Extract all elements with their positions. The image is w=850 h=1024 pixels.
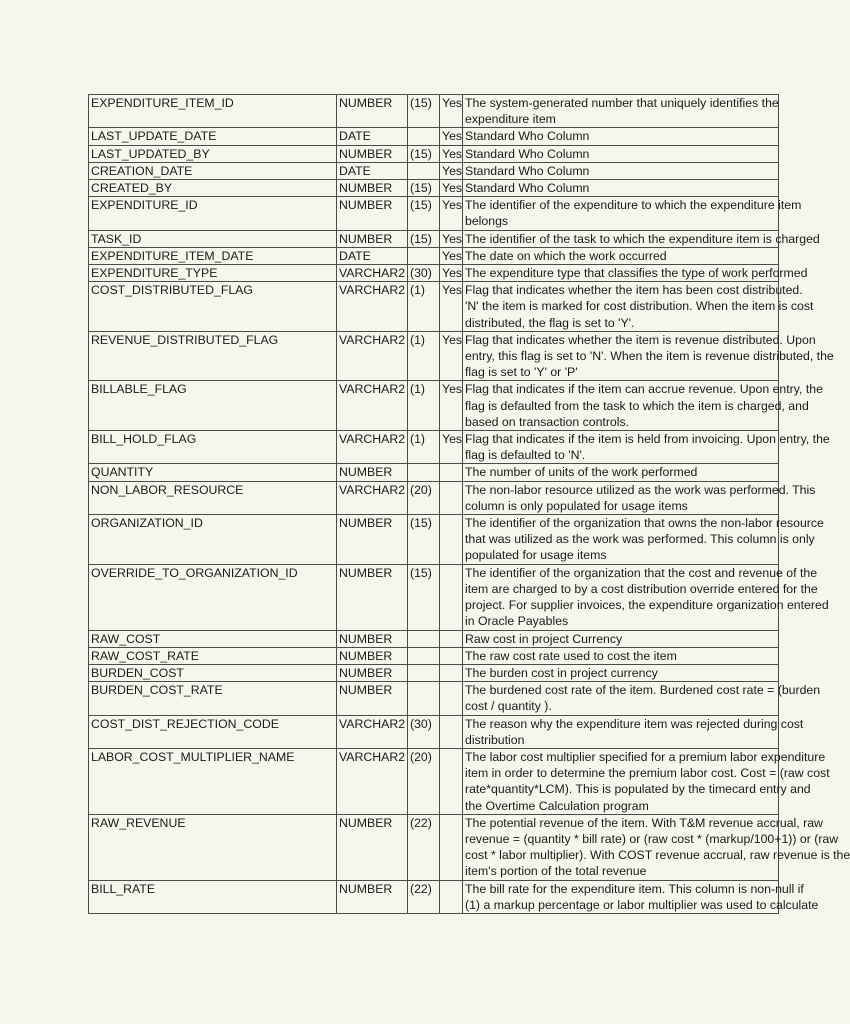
size-cell: (20) bbox=[408, 748, 440, 814]
description-cell bbox=[463, 464, 779, 481]
required-cell bbox=[440, 647, 463, 664]
column-name-cell: EXPENDITURE_ITEM_DATE bbox=[89, 247, 337, 264]
description-cell bbox=[463, 282, 814, 332]
description-cell bbox=[463, 814, 850, 880]
data-type-cell: NUMBER bbox=[337, 664, 408, 681]
description-line: Standard Who Column bbox=[465, 129, 590, 144]
required-cell: Yes bbox=[440, 128, 463, 145]
description-line: The expenditure type that classifies the type of work performed bbox=[465, 266, 808, 281]
description-cell bbox=[463, 128, 779, 145]
description-line: The identifier of the task to which the expenditure item is charged bbox=[465, 231, 820, 246]
column-name-cell: LABOR_COST_MULTIPLIER_NAME bbox=[89, 748, 337, 814]
table-row bbox=[89, 464, 779, 481]
description-line: The reason why the expenditure item was rejected during cost bbox=[465, 716, 804, 731]
required-cell bbox=[440, 481, 463, 514]
description-line: cost * labor multiplier). With COST revenue accrual, raw revenue is the bbox=[465, 848, 850, 863]
column-name-cell: NON_LABOR_RESOURCE bbox=[89, 481, 337, 514]
description-line: item in order to determine the premium labor cost. Cost = (raw cost bbox=[465, 766, 830, 781]
table-row bbox=[89, 331, 779, 381]
description-line: The date on which the work occurred bbox=[465, 248, 667, 263]
description-line: item are charged to by a cost distribution override entered for the bbox=[465, 581, 818, 596]
description-cell bbox=[463, 431, 830, 464]
description-line: The burden cost in project currency bbox=[465, 665, 658, 680]
size-cell: (30) bbox=[408, 265, 440, 282]
table-row bbox=[89, 515, 779, 565]
description-cell bbox=[463, 630, 779, 647]
table-row bbox=[89, 180, 779, 197]
description-line: Standard Who Column bbox=[465, 163, 590, 178]
table-row bbox=[89, 95, 779, 128]
description-line: The identifier of the organization that owns the non-labor resource bbox=[465, 516, 824, 531]
column-name-cell: OVERRIDE_TO_ORGANIZATION_ID bbox=[89, 564, 337, 630]
size-cell: (1) bbox=[408, 331, 440, 381]
description-line: The identifier of the expenditure to which the expenditure item bbox=[465, 198, 802, 213]
required-cell: Yes bbox=[440, 180, 463, 197]
data-type-cell: VARCHAR2 bbox=[337, 331, 408, 381]
size-cell: (22) bbox=[408, 880, 440, 913]
description-line: distributed, the flag is set to 'Y'. bbox=[465, 315, 635, 330]
column-name-cell: RAW_COST_RATE bbox=[89, 647, 337, 664]
required-cell: Yes bbox=[440, 230, 463, 247]
data-type-cell: VARCHAR2 bbox=[337, 381, 408, 431]
column-name-cell: CREATED_BY bbox=[89, 180, 337, 197]
table-row bbox=[89, 814, 779, 880]
description-cell bbox=[463, 95, 779, 128]
table-row bbox=[89, 630, 779, 647]
table-row bbox=[89, 381, 779, 431]
description-line: Standard Who Column bbox=[465, 181, 590, 196]
description-cell bbox=[463, 247, 779, 264]
description-line: The system-generated number that uniquely identifies the bbox=[465, 96, 779, 110]
column-name-cell: BILL_RATE bbox=[89, 880, 337, 913]
size-cell: (15) bbox=[408, 145, 440, 162]
column-name-cell: RAW_COST bbox=[89, 630, 337, 647]
description-cell bbox=[463, 715, 804, 748]
table-body bbox=[89, 95, 850, 914]
schema-table-page bbox=[88, 94, 850, 914]
required-cell bbox=[440, 814, 463, 880]
column-name-cell: TASK_ID bbox=[89, 230, 337, 247]
data-type-cell: VARCHAR2 bbox=[337, 265, 408, 282]
required-cell bbox=[440, 664, 463, 681]
table-row bbox=[89, 664, 779, 681]
description-cell bbox=[463, 197, 802, 230]
data-type-cell: NUMBER bbox=[337, 814, 408, 880]
table-row bbox=[89, 247, 779, 264]
size-cell bbox=[408, 682, 440, 715]
table-row bbox=[89, 715, 779, 748]
data-type-cell: NUMBER bbox=[337, 515, 408, 565]
table-row bbox=[89, 564, 779, 630]
data-type-cell: DATE bbox=[337, 247, 408, 264]
size-cell: (15) bbox=[408, 95, 440, 128]
description-line: belongs bbox=[465, 214, 509, 229]
column-name-cell: COST_DIST_REJECTION_CODE bbox=[89, 715, 337, 748]
table-row bbox=[89, 431, 779, 464]
column-name-cell: COST_DISTRIBUTED_FLAG bbox=[89, 282, 337, 332]
table-row bbox=[89, 682, 779, 715]
data-type-cell: NUMBER bbox=[337, 464, 408, 481]
description-line: column is only populated for usage items bbox=[465, 498, 688, 513]
description-line: The non-labor resource utilized as the work was performed. This bbox=[465, 482, 816, 497]
table-row bbox=[89, 230, 779, 247]
data-type-cell: VARCHAR2 bbox=[337, 431, 408, 464]
column-name-cell: BURDEN_COST_RATE bbox=[89, 682, 337, 715]
column-name-cell: LAST_UPDATE_DATE bbox=[89, 128, 337, 145]
description-line: expenditure item bbox=[465, 112, 556, 127]
description-cell bbox=[463, 647, 779, 664]
description-cell bbox=[463, 748, 830, 814]
column-name-cell: BILLABLE_FLAG bbox=[89, 381, 337, 431]
data-type-cell: NUMBER bbox=[337, 630, 408, 647]
description-cell bbox=[463, 564, 829, 630]
description-cell bbox=[463, 682, 821, 715]
data-type-cell: DATE bbox=[337, 128, 408, 145]
data-type-cell: NUMBER bbox=[337, 564, 408, 630]
required-cell bbox=[440, 464, 463, 481]
description-cell bbox=[463, 880, 819, 913]
data-type-cell: NUMBER bbox=[337, 197, 408, 230]
required-cell: Yes bbox=[440, 431, 463, 464]
description-cell bbox=[463, 515, 824, 565]
size-cell bbox=[408, 247, 440, 264]
data-type-cell: VARCHAR2 bbox=[337, 715, 408, 748]
table-row bbox=[89, 145, 779, 162]
size-cell: (20) bbox=[408, 481, 440, 514]
required-cell: Yes bbox=[440, 247, 463, 264]
description-cell bbox=[463, 664, 779, 681]
size-cell bbox=[408, 647, 440, 664]
description-line: Raw cost in project Currency bbox=[465, 631, 623, 646]
required-cell bbox=[440, 515, 463, 565]
table-row bbox=[89, 128, 779, 145]
description-line: populated for usage items bbox=[465, 548, 607, 563]
required-cell bbox=[440, 748, 463, 814]
table-row bbox=[89, 748, 779, 814]
description-line: rate*quantity*LCM). This is populated by the timecard entry and bbox=[465, 782, 811, 797]
column-name-cell: QUANTITY bbox=[89, 464, 337, 481]
required-cell bbox=[440, 630, 463, 647]
description-line: entry, this flag is set to 'N'. When the item is revenue distributed, the bbox=[465, 349, 834, 364]
table-row bbox=[89, 265, 779, 282]
size-cell: (15) bbox=[408, 564, 440, 630]
column-name-cell: RAW_REVENUE bbox=[89, 814, 337, 880]
description-line: based on transaction controls. bbox=[465, 414, 630, 429]
description-line: cost / quantity ). bbox=[465, 699, 552, 714]
description-cell bbox=[463, 265, 808, 282]
description-line: The potential revenue of the item. With T&M revenue accrual, raw bbox=[465, 815, 823, 830]
description-line: The labor cost multiplier specified for a premium labor expenditure bbox=[465, 749, 826, 764]
size-cell: (15) bbox=[408, 230, 440, 247]
size-cell: (1) bbox=[408, 381, 440, 431]
description-cell bbox=[463, 381, 823, 431]
size-cell bbox=[408, 630, 440, 647]
column-name-cell: LAST_UPDATED_BY bbox=[89, 145, 337, 162]
required-cell bbox=[440, 880, 463, 913]
size-cell: (30) bbox=[408, 715, 440, 748]
data-type-cell: NUMBER bbox=[337, 230, 408, 247]
size-cell: (15) bbox=[408, 515, 440, 565]
column-name-cell: REVENUE_DISTRIBUTED_FLAG bbox=[89, 331, 337, 381]
description-line: flag is set to 'Y' or 'P' bbox=[465, 365, 578, 380]
data-type-cell: NUMBER bbox=[337, 145, 408, 162]
description-line: project. For supplier invoices, the expenditure organization entered bbox=[465, 598, 829, 613]
required-cell: Yes bbox=[440, 381, 463, 431]
size-cell: (22) bbox=[408, 814, 440, 880]
data-type-cell: VARCHAR2 bbox=[337, 748, 408, 814]
description-line: The bill rate for the expenditure item. This column is non-null if bbox=[465, 881, 804, 896]
required-cell: Yes bbox=[440, 197, 463, 230]
required-cell: Yes bbox=[440, 282, 463, 332]
description-line: the Overtime Calculation program bbox=[465, 798, 649, 813]
description-line: distribution bbox=[465, 732, 525, 747]
description-cell bbox=[463, 331, 834, 381]
table-row bbox=[89, 880, 779, 913]
required-cell bbox=[440, 682, 463, 715]
description-line: The raw cost rate used to cost the item bbox=[465, 648, 677, 663]
data-type-cell: NUMBER bbox=[337, 95, 408, 128]
data-type-cell: VARCHAR2 bbox=[337, 282, 408, 332]
table-row bbox=[89, 282, 779, 332]
description-line: (1) a markup percentage or labor multiplier was used to calculate bbox=[465, 897, 819, 912]
table-row bbox=[89, 647, 779, 664]
size-cell bbox=[408, 464, 440, 481]
description-cell bbox=[463, 180, 779, 197]
required-cell: Yes bbox=[440, 162, 463, 179]
description-line: The number of units of the work performed bbox=[465, 465, 698, 480]
data-type-cell: NUMBER bbox=[337, 880, 408, 913]
required-cell bbox=[440, 564, 463, 630]
column-name-cell: EXPENDITURE_TYPE bbox=[89, 265, 337, 282]
column-definition-table bbox=[88, 94, 850, 914]
data-type-cell: NUMBER bbox=[337, 180, 408, 197]
data-type-cell: VARCHAR2 bbox=[337, 481, 408, 514]
description-cell bbox=[463, 230, 820, 247]
table-row bbox=[89, 197, 779, 230]
description-line: flag is defaulted from the task to which the item is charged, and bbox=[465, 398, 809, 413]
description-line: The identifier of the organization that the cost and revenue of the bbox=[465, 565, 818, 580]
data-type-cell: DATE bbox=[337, 162, 408, 179]
required-cell: Yes bbox=[440, 265, 463, 282]
size-cell: (15) bbox=[408, 197, 440, 230]
description-line: in Oracle Payables bbox=[465, 614, 569, 629]
description-cell bbox=[463, 145, 779, 162]
required-cell: Yes bbox=[440, 145, 463, 162]
size-cell bbox=[408, 162, 440, 179]
column-name-cell: EXPENDITURE_ITEM_ID bbox=[89, 95, 337, 128]
size-cell: (15) bbox=[408, 180, 440, 197]
description-line: flag is defaulted to 'N'. bbox=[465, 448, 586, 463]
column-name-cell: ORGANIZATION_ID bbox=[89, 515, 337, 565]
column-name-cell: BILL_HOLD_FLAG bbox=[89, 431, 337, 464]
description-line: Flag that indicates whether the item has been cost distributed. bbox=[465, 283, 803, 298]
table-row bbox=[89, 162, 779, 179]
required-cell: Yes bbox=[440, 95, 463, 128]
data-type-cell: NUMBER bbox=[337, 682, 408, 715]
size-cell: (1) bbox=[408, 282, 440, 332]
column-name-cell: BURDEN_COST bbox=[89, 664, 337, 681]
description-line: Flag that indicates whether the item is revenue distributed. Upon bbox=[465, 332, 816, 347]
description-line: item's portion of the total revenue bbox=[465, 864, 647, 879]
description-line: Flag that indicates if the item can accrue revenue. Upon entry, the bbox=[465, 382, 823, 397]
description-cell bbox=[463, 481, 816, 514]
table-row bbox=[89, 481, 779, 514]
size-cell: (1) bbox=[408, 431, 440, 464]
description-line: revenue = (quantity * bill rate) or (raw cost * (markup/100+1)) or (raw bbox=[465, 831, 839, 846]
required-cell bbox=[440, 715, 463, 748]
description-line: Flag that indicates if the item is held from invoicing. Upon entry, the bbox=[465, 432, 830, 447]
description-line: that was utilized as the work was performed. This column is only bbox=[465, 532, 815, 547]
data-type-cell: NUMBER bbox=[337, 647, 408, 664]
description-line: The burdened cost rate of the item. Burdened cost rate = (burden bbox=[465, 683, 821, 698]
description-line: Standard Who Column bbox=[465, 146, 590, 161]
description-line: 'N' the item is marked for cost distribution. When the item is cost bbox=[465, 299, 814, 314]
required-cell: Yes bbox=[440, 331, 463, 381]
column-name-cell: EXPENDITURE_ID bbox=[89, 197, 337, 230]
size-cell bbox=[408, 664, 440, 681]
column-name-cell: CREATION_DATE bbox=[89, 162, 337, 179]
size-cell bbox=[408, 128, 440, 145]
description-cell bbox=[463, 162, 779, 179]
